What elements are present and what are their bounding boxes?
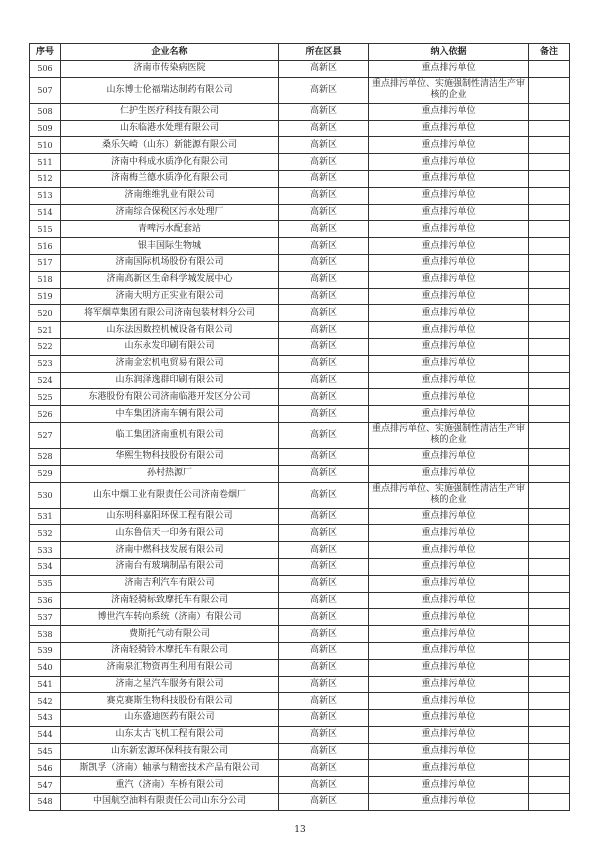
cell-company-name: 济南维维乳业有限公司	[61, 187, 279, 204]
cell-company-name: 将军烟草集团有限公司济南包装材料分公司	[61, 305, 279, 322]
cell-remarks	[529, 592, 570, 609]
table-row	[30, 626, 570, 643]
cell-remarks	[529, 794, 570, 811]
header-name: 企业名称	[61, 44, 279, 61]
table-header	[30, 44, 570, 61]
cell-seq: 509	[30, 120, 61, 137]
cell-district: 高新区	[279, 465, 369, 482]
cell-company-name: 山东临港水处理有限公司	[61, 120, 279, 137]
cell-company-name: 济南梅兰德水质净化有限公司	[61, 170, 279, 187]
cell-district: 高新区	[279, 642, 369, 659]
cell-remarks	[529, 448, 570, 465]
table-row	[30, 120, 570, 137]
cell-remarks	[529, 406, 570, 423]
cell-remarks	[529, 642, 570, 659]
cell-basis: 重点排污单位	[369, 726, 529, 743]
cell-company-name: 重汽（济南）车桥有限公司	[61, 777, 279, 794]
table-row	[30, 187, 570, 204]
cell-basis: 重点排污单位	[369, 508, 529, 525]
table-row	[30, 372, 570, 389]
cell-seq: 529	[30, 465, 61, 482]
cell-remarks	[529, 777, 570, 794]
cell-remarks	[529, 542, 570, 559]
cell-company-name: 中车集团济南车辆有限公司	[61, 406, 279, 423]
cell-company-name: 济南大明方正实业有限公司	[61, 288, 279, 305]
cell-basis: 重点排污单位	[369, 676, 529, 693]
table-row	[30, 482, 570, 508]
cell-district: 高新区	[279, 406, 369, 423]
header-remarks: 备注	[529, 44, 570, 61]
cell-remarks	[529, 154, 570, 171]
table-row	[30, 448, 570, 465]
cell-remarks	[529, 103, 570, 120]
cell-district: 高新区	[279, 221, 369, 238]
cell-basis: 重点排污单位	[369, 238, 529, 255]
cell-district: 高新区	[279, 726, 369, 743]
cell-seq: 537	[30, 609, 61, 626]
cell-seq: 526	[30, 406, 61, 423]
cell-seq: 532	[30, 525, 61, 542]
table-row	[30, 238, 570, 255]
cell-seq: 539	[30, 642, 61, 659]
cell-district: 高新区	[279, 448, 369, 465]
cell-basis: 重点排污单位	[369, 103, 529, 120]
cell-seq: 506	[30, 61, 61, 78]
cell-basis: 重点排污单位	[369, 170, 529, 187]
cell-basis: 重点排污单位	[369, 372, 529, 389]
cell-basis: 重点排污单位	[369, 558, 529, 575]
cell-district: 高新区	[279, 120, 369, 137]
cell-company-name: 山东润泽逸群印刷有限公司	[61, 372, 279, 389]
table-row	[30, 422, 570, 448]
cell-company-name: 济南综合保税区污水处理厂	[61, 204, 279, 221]
table-row	[30, 355, 570, 372]
cell-district: 高新区	[279, 558, 369, 575]
cell-remarks	[529, 137, 570, 154]
cell-basis: 重点排污单位	[369, 794, 529, 811]
cell-remarks	[529, 422, 570, 448]
cell-seq: 542	[30, 693, 61, 710]
cell-basis: 重点排污单位	[369, 137, 529, 154]
cell-remarks	[529, 389, 570, 406]
cell-company-name: 仁护生医疗科技有限公司	[61, 103, 279, 120]
table-row	[30, 465, 570, 482]
table-row	[30, 743, 570, 760]
cell-district: 高新区	[279, 372, 369, 389]
cell-basis: 重点排污单位	[369, 743, 529, 760]
cell-company-name: 山东盛迪医药有限公司	[61, 710, 279, 727]
table-row	[30, 726, 570, 743]
cell-remarks	[529, 465, 570, 482]
cell-basis: 重点排污单位	[369, 221, 529, 238]
cell-remarks	[529, 626, 570, 643]
cell-basis: 重点排污单位	[369, 575, 529, 592]
cell-remarks	[529, 61, 570, 78]
cell-remarks	[529, 743, 570, 760]
cell-seq: 528	[30, 448, 61, 465]
cell-district: 高新区	[279, 154, 369, 171]
cell-seq: 527	[30, 422, 61, 448]
cell-seq: 511	[30, 154, 61, 171]
table-row	[30, 609, 570, 626]
cell-basis: 重点排污单位	[369, 777, 529, 794]
cell-company-name: 济南轻骑铃木摩托车有限公司	[61, 642, 279, 659]
table-row	[30, 254, 570, 271]
cell-district: 高新区	[279, 355, 369, 372]
cell-seq: 531	[30, 508, 61, 525]
cell-seq: 534	[30, 558, 61, 575]
cell-basis: 重点排污单位	[369, 465, 529, 482]
cell-basis: 重点排污单位	[369, 406, 529, 423]
cell-remarks	[529, 221, 570, 238]
cell-company-name: 东港股份有限公司济南临港开发区分公司	[61, 389, 279, 406]
cell-district: 高新区	[279, 542, 369, 559]
cell-district: 高新区	[279, 170, 369, 187]
table-row	[30, 710, 570, 727]
cell-district: 高新区	[279, 77, 369, 103]
header-district: 所在区县	[279, 44, 369, 61]
cell-company-name: 济南市传染病医院	[61, 61, 279, 78]
cell-seq: 538	[30, 626, 61, 643]
table-row	[30, 305, 570, 322]
cell-district: 高新区	[279, 288, 369, 305]
cell-basis: 重点排污单位	[369, 389, 529, 406]
cell-remarks	[529, 372, 570, 389]
table-row	[30, 154, 570, 171]
cell-seq: 546	[30, 760, 61, 777]
cell-seq: 540	[30, 659, 61, 676]
cell-seq: 515	[30, 221, 61, 238]
table-row	[30, 794, 570, 811]
cell-remarks	[529, 322, 570, 339]
cell-company-name: 济南高新区生命科学城发展中心	[61, 271, 279, 288]
cell-remarks	[529, 525, 570, 542]
cell-district: 高新区	[279, 693, 369, 710]
cell-basis: 重点排污单位	[369, 659, 529, 676]
cell-basis: 重点排污单位	[369, 355, 529, 372]
cell-seq: 543	[30, 710, 61, 727]
cell-company-name: 山东新宏源环保科技有限公司	[61, 743, 279, 760]
cell-seq: 524	[30, 372, 61, 389]
cell-seq: 533	[30, 542, 61, 559]
cell-company-name: 济南吉利汽车有限公司	[61, 575, 279, 592]
cell-remarks	[529, 170, 570, 187]
cell-seq: 541	[30, 676, 61, 693]
cell-company-name: 费斯托气动有限公司	[61, 626, 279, 643]
table-row	[30, 389, 570, 406]
cell-basis: 重点排污单位	[369, 305, 529, 322]
table-row	[30, 221, 570, 238]
cell-seq: 519	[30, 288, 61, 305]
table-row	[30, 338, 570, 355]
cell-district: 高新区	[279, 389, 369, 406]
table-row	[30, 103, 570, 120]
cell-company-name: 青啤污水配套站	[61, 221, 279, 238]
table-row	[30, 508, 570, 525]
table-row	[30, 204, 570, 221]
cell-district: 高新区	[279, 422, 369, 448]
cell-company-name: 中国航空油料有限责任公司山东分公司	[61, 794, 279, 811]
cell-remarks	[529, 676, 570, 693]
cell-district: 高新区	[279, 482, 369, 508]
cell-remarks	[529, 726, 570, 743]
table-row	[30, 271, 570, 288]
cell-remarks	[529, 238, 570, 255]
cell-seq: 525	[30, 389, 61, 406]
cell-company-name: 山东明科嘉阳环保工程有限公司	[61, 508, 279, 525]
cell-company-name: 山东永发印刷有限公司	[61, 338, 279, 355]
cell-basis: 重点排污单位	[369, 254, 529, 271]
cell-company-name: 银丰国际生物城	[61, 238, 279, 255]
cell-company-name: 临工集团济南重机有限公司	[61, 422, 279, 448]
cell-district: 高新区	[279, 760, 369, 777]
cell-basis: 重点排污单位	[369, 204, 529, 221]
cell-seq: 512	[30, 170, 61, 187]
cell-company-name: 济南国际机场股份有限公司	[61, 254, 279, 271]
cell-seq: 544	[30, 726, 61, 743]
cell-district: 高新区	[279, 659, 369, 676]
cell-basis: 重点排污单位	[369, 626, 529, 643]
cell-company-name: 博世汽车转向系统（济南）有限公司	[61, 609, 279, 626]
cell-district: 高新区	[279, 743, 369, 760]
cell-company-name: 赛克赛斯生物科技股份有限公司	[61, 693, 279, 710]
cell-seq: 523	[30, 355, 61, 372]
cell-district: 高新区	[279, 525, 369, 542]
cell-seq: 507	[30, 77, 61, 103]
cell-remarks	[529, 710, 570, 727]
table-row	[30, 525, 570, 542]
cell-district: 高新区	[279, 777, 369, 794]
cell-seq: 514	[30, 204, 61, 221]
cell-remarks	[529, 575, 570, 592]
table-row	[30, 322, 570, 339]
cell-remarks	[529, 659, 570, 676]
table-row	[30, 77, 570, 103]
table-row	[30, 288, 570, 305]
cell-district: 高新区	[279, 676, 369, 693]
cell-district: 高新区	[279, 305, 369, 322]
cell-seq: 518	[30, 271, 61, 288]
cell-basis: 重点排污单位	[369, 154, 529, 171]
cell-seq: 521	[30, 322, 61, 339]
enterprise-table	[29, 43, 570, 811]
cell-remarks	[529, 508, 570, 525]
cell-district: 高新区	[279, 137, 369, 154]
cell-company-name: 济南台有玻璃制品有限公司	[61, 558, 279, 575]
cell-seq: 536	[30, 592, 61, 609]
cell-seq: 510	[30, 137, 61, 154]
cell-company-name: 济南中燃科技发展有限公司	[61, 542, 279, 559]
cell-remarks	[529, 254, 570, 271]
cell-district: 高新区	[279, 508, 369, 525]
cell-remarks	[529, 204, 570, 221]
cell-district: 高新区	[279, 187, 369, 204]
cell-district: 高新区	[279, 322, 369, 339]
cell-remarks	[529, 187, 570, 204]
header-seq: 序号	[30, 44, 61, 61]
cell-district: 高新区	[279, 710, 369, 727]
cell-remarks	[529, 558, 570, 575]
cell-district: 高新区	[279, 626, 369, 643]
cell-district: 高新区	[279, 575, 369, 592]
cell-basis: 重点排污单位	[369, 525, 529, 542]
cell-district: 高新区	[279, 204, 369, 221]
cell-company-name: 济南泉汇物资再生利用有限公司	[61, 659, 279, 676]
cell-district: 高新区	[279, 103, 369, 120]
cell-seq: 535	[30, 575, 61, 592]
cell-seq: 547	[30, 777, 61, 794]
cell-company-name: 孙村热源厂	[61, 465, 279, 482]
cell-seq: 517	[30, 254, 61, 271]
table-row	[30, 659, 570, 676]
cell-basis: 重点排污单位	[369, 642, 529, 659]
table-row	[30, 760, 570, 777]
cell-district: 高新区	[279, 794, 369, 811]
cell-basis: 重点排污单位	[369, 61, 529, 78]
cell-basis: 重点排污单位、实施强制性清洁生产审核的企业	[369, 77, 529, 103]
cell-basis: 重点排污单位	[369, 271, 529, 288]
cell-remarks	[529, 693, 570, 710]
cell-remarks	[529, 77, 570, 103]
cell-company-name: 华熙生物科技股份有限公司	[61, 448, 279, 465]
cell-district: 高新区	[279, 592, 369, 609]
cell-company-name: 山东博士伦福瑞达制药有限公司	[61, 77, 279, 103]
cell-remarks	[529, 760, 570, 777]
cell-company-name: 山东太古飞机工程有限公司	[61, 726, 279, 743]
cell-district: 高新区	[279, 238, 369, 255]
table-row	[30, 777, 570, 794]
table-row	[30, 542, 570, 559]
cell-company-name: 桑乐矢崎（山东）新能源有限公司	[61, 137, 279, 154]
cell-remarks	[529, 305, 570, 322]
table-row	[30, 558, 570, 575]
cell-district: 高新区	[279, 254, 369, 271]
cell-company-name: 斯凯孚（济南）轴承与精密技术产品有限公司	[61, 760, 279, 777]
table-row	[30, 642, 570, 659]
cell-district: 高新区	[279, 338, 369, 355]
cell-remarks	[529, 482, 570, 508]
cell-company-name: 山东中烟工业有限责任公司济南卷烟厂	[61, 482, 279, 508]
table-row	[30, 406, 570, 423]
cell-basis: 重点排污单位	[369, 542, 529, 559]
cell-company-name: 山东法因数控机械设备有限公司	[61, 322, 279, 339]
cell-remarks	[529, 120, 570, 137]
table-row	[30, 61, 570, 78]
cell-basis: 重点排污单位	[369, 338, 529, 355]
cell-company-name: 济南金宏机电贸易有限公司	[61, 355, 279, 372]
cell-seq: 508	[30, 103, 61, 120]
cell-basis: 重点排污单位、实施强制性清洁生产审核的企业	[369, 482, 529, 508]
cell-remarks	[529, 271, 570, 288]
cell-basis: 重点排污单位	[369, 609, 529, 626]
table-row	[30, 592, 570, 609]
cell-district: 高新区	[279, 271, 369, 288]
cell-district: 高新区	[279, 609, 369, 626]
cell-basis: 重点排污单位	[369, 710, 529, 727]
cell-seq: 530	[30, 482, 61, 508]
table-row	[30, 575, 570, 592]
cell-remarks	[529, 609, 570, 626]
cell-company-name: 济南之星汽车服务有限公司	[61, 676, 279, 693]
cell-basis: 重点排污单位、实施强制性清洁生产审核的企业	[369, 422, 529, 448]
cell-seq: 516	[30, 238, 61, 255]
table-row	[30, 137, 570, 154]
cell-basis: 重点排污单位	[369, 693, 529, 710]
cell-remarks	[529, 355, 570, 372]
cell-company-name: 济南轻骑标致摩托车有限公司	[61, 592, 279, 609]
cell-seq: 545	[30, 743, 61, 760]
cell-seq: 522	[30, 338, 61, 355]
table-row	[30, 170, 570, 187]
cell-basis: 重点排污单位	[369, 120, 529, 137]
cell-company-name: 济南中科成水质净化有限公司	[61, 154, 279, 171]
cell-seq: 548	[30, 794, 61, 811]
cell-basis: 重点排污单位	[369, 288, 529, 305]
cell-company-name: 山东鲁信天一印务有限公司	[61, 525, 279, 542]
cell-district: 高新区	[279, 61, 369, 78]
cell-seq: 513	[30, 187, 61, 204]
cell-basis: 重点排污单位	[369, 592, 529, 609]
cell-remarks	[529, 338, 570, 355]
cell-basis: 重点排污单位	[369, 760, 529, 777]
page-number: 13	[294, 825, 306, 835]
table-row	[30, 676, 570, 693]
cell-basis: 重点排污单位	[369, 322, 529, 339]
table-row	[30, 693, 570, 710]
cell-seq: 520	[30, 305, 61, 322]
header-basis: 纳入依据	[369, 44, 529, 61]
cell-basis: 重点排污单位	[369, 448, 529, 465]
cell-remarks	[529, 288, 570, 305]
cell-basis: 重点排污单位	[369, 187, 529, 204]
